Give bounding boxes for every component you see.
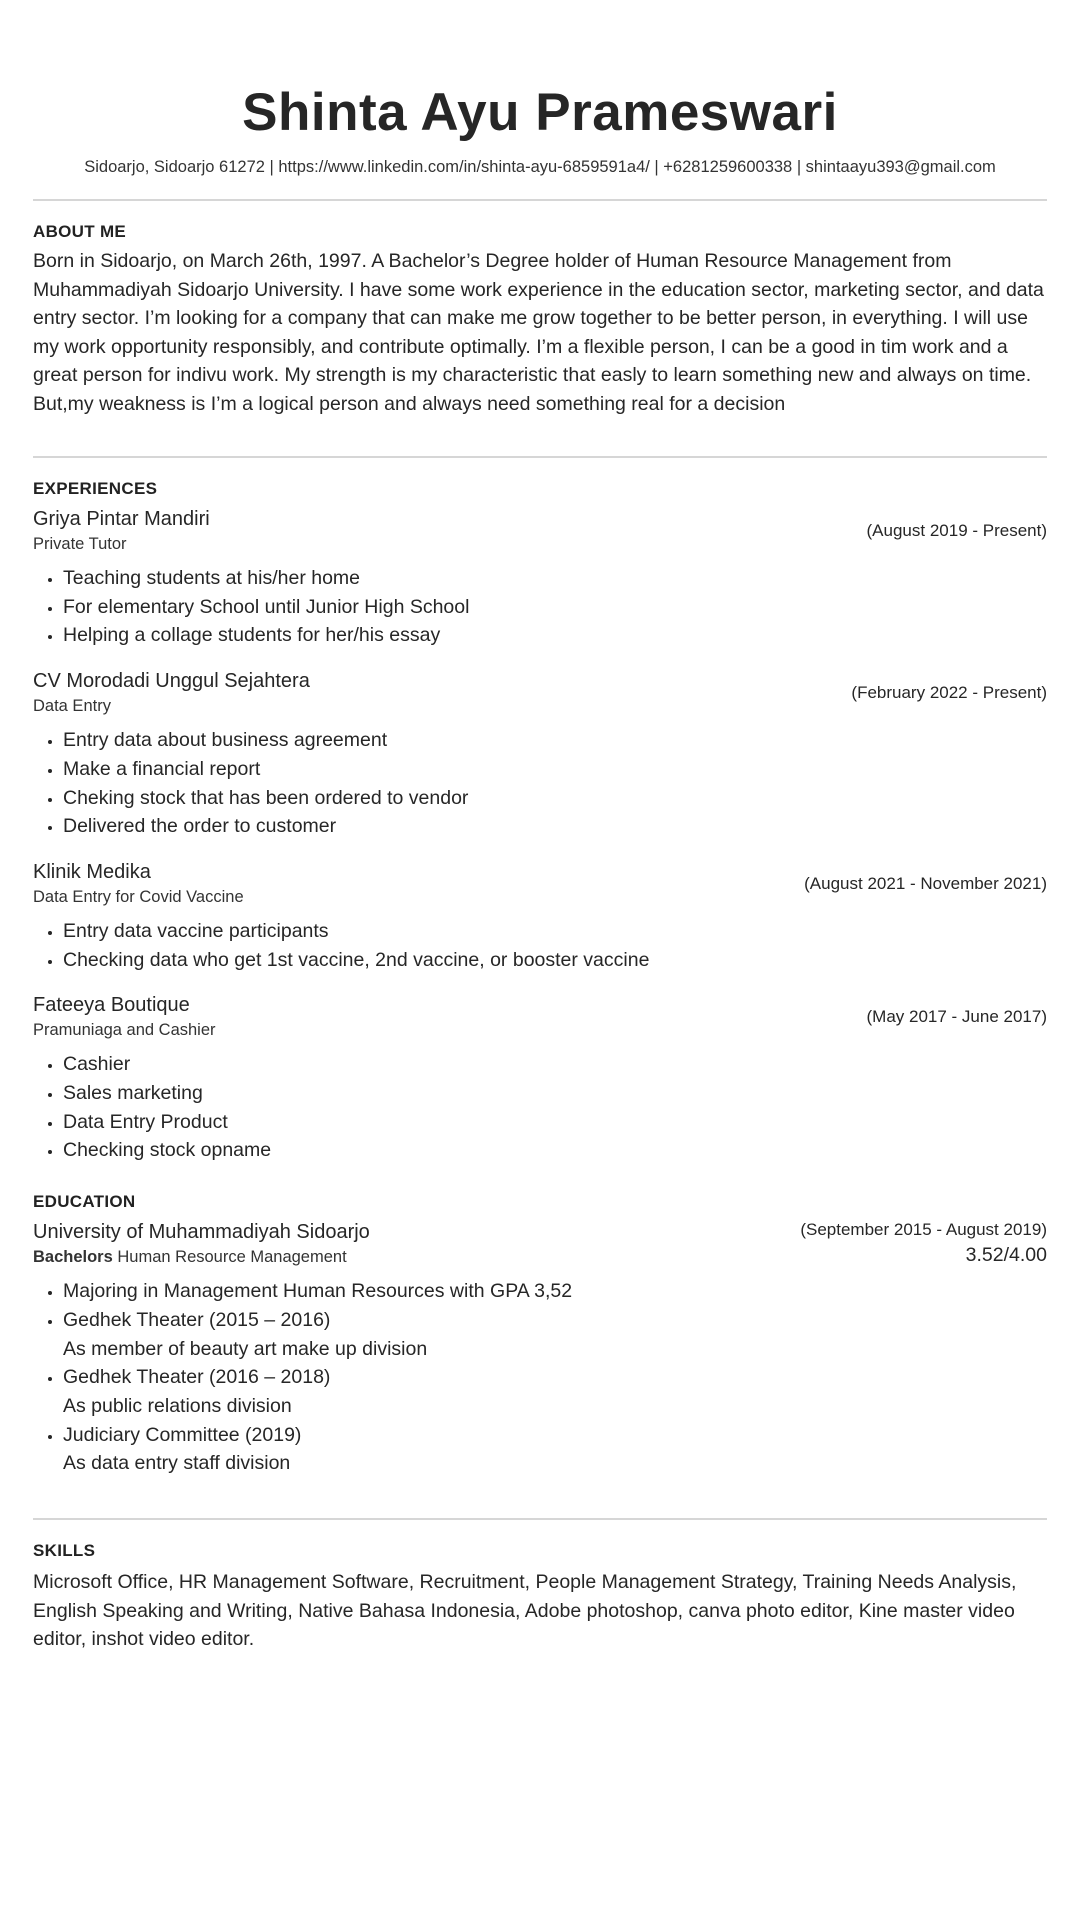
bullet-item [63,1421,1047,1478]
degree-line [33,1245,370,1269]
bullet-sub: As data entry staff division [63,1452,291,1475]
bullet-main: • Majoring in Management Human Resources with GPA 3,52 [63,1280,573,1303]
divider [33,456,1047,458]
bullet-main: • Gedhek Theater (2016 – 2018) [63,1366,331,1389]
experience-left [33,668,310,718]
gpa: 3.52/4.00 [965,1244,1047,1267]
experience-header [33,859,1047,909]
degree-major: Human Resource Management [112,1248,347,1267]
skills-section [33,1540,1047,1654]
experience-entry [33,992,1047,1165]
bullet-item: • Checking data who get 1st vaccine, 2nd vaccine, or booster vaccine [63,946,1047,975]
candidate-name: Shinta Ayu Prameswari [242,83,838,142]
job-date: (August 2021 - November 2021) [804,873,1047,893]
section-title-education: EDUCATION [33,1192,136,1212]
bullet-item: • Checking stock opname [63,1136,1047,1165]
degree-label: Bachelors [33,1248,113,1267]
experience-entry [33,668,1047,841]
education-right [800,1219,1047,1269]
bullet-item: • Sales marketing [63,1079,1047,1108]
bullet-item: • Cheking stock that has been ordered to vendor [63,784,1047,813]
experience-header [33,506,1047,556]
experience-bullets [33,564,1047,650]
contact-line: Sidoarjo, Sidoarjo 61272 | https://www.linkedin.com/in/shinta-ayu-6859591a4/ | +6281259600338 | shintaayu393@gmail.com [84,158,996,176]
experience-bullets [33,917,1047,974]
jobs-list [33,506,1047,1165]
company-name: Griya Pintar Mandiri [33,508,210,530]
company-name: Klinik Medika [33,860,151,883]
section-title-skills: SKILLS [33,1541,96,1561]
job-date: (February 2022 - Present) [851,683,1047,703]
job-date: (August 2019 - Present) [866,521,1047,540]
divider [33,199,1047,201]
bullet-item: • Data Entry Product [63,1108,1047,1137]
bullet-item: • Entry data about business agreement [63,726,1047,755]
experience-header [33,992,1047,1042]
job-role: Data Entry for Covid Vaccine [33,887,244,906]
job-role: Data Entry [33,697,111,716]
experience-bullets [33,1050,1047,1165]
job-role: Pramuniaga and Cashier [33,1021,216,1040]
bullet-item: • For elementary School until Junior High School [63,593,1047,622]
bullet-item: • Cashier [63,1050,1047,1079]
experience-entry [33,506,1047,650]
bullet-main: • Judiciary Committee (2019) [63,1423,302,1446]
bullet-sub: As public relations division [63,1394,292,1417]
about-section [33,221,1047,418]
bullet-item [63,1306,1047,1363]
job-date: (May 2017 - June 2017) [866,1007,1047,1027]
company-name: Fateeya Boutique [33,994,190,1017]
education-header [33,1219,1047,1269]
about-text: Born in Sidoarjo, on March 26th, 1997. A Bachelor’s Degree holder of Human Resource Management from Muhammadiyah Sidoarjo University. I have some work experience in the education sector, marketing sector, and data entry sector. I’m looking for a company that can make me grow together to be better person, in everything. I will use my work opportunity responsibly, and contribute optimally. I’m a flexible person, I can be a good in tim work and a great person for indivu work. My strength is my characteristic that easly to learn something new and always on time. But,my weakness is I’m a logical person and always need something real for a decision [33,250,1044,415]
skills-text: Microsoft Office, HR Management Software, Recruitment, People Management Strategy, Training Needs Analysis, English Speaking and Writing, Native Bahasa Indonesia, Adobe photoshop, canva photo editor, Kine master video editor, inshot video editor. [33,1571,1017,1651]
bullet-item: • Helping a collage students for her/his essay [63,621,1047,650]
section-title-experiences: EXPERIENCES [33,479,158,498]
bullet-item: • Entry data vaccine participants [63,917,1047,946]
education-bullets [33,1277,1047,1478]
bullet-item: • Teaching students at his/her home [63,564,1047,593]
section-title-about: ABOUT ME [33,222,127,241]
bullet-item: • Make a financial report [63,755,1047,784]
experience-entry [33,859,1047,974]
experience-left [33,859,244,909]
experience-header [33,668,1047,718]
education-left [33,1219,370,1269]
bullet-sub: As member of beauty art make up division [63,1337,428,1360]
company-name: CV Morodadi Unggul Sejahtera [33,670,310,693]
job-role: Private Tutor [33,535,127,553]
education-section [33,1191,1047,1478]
education-date: (September 2015 - August 2019) [800,1220,1047,1240]
experience-left [33,506,210,556]
bullet-item [63,1363,1047,1420]
bullet-main: • Gedhek Theater (2015 – 2016) [63,1308,331,1331]
bullet-item: • Delivered the order to customer [63,812,1047,841]
experience-left [33,992,216,1042]
school-name: University of Muhammadiyah Sidoarjo [33,1221,370,1244]
experiences-section [33,478,1047,1165]
divider [33,1518,1047,1520]
experience-bullets [33,726,1047,841]
bullet-item [63,1277,1047,1306]
